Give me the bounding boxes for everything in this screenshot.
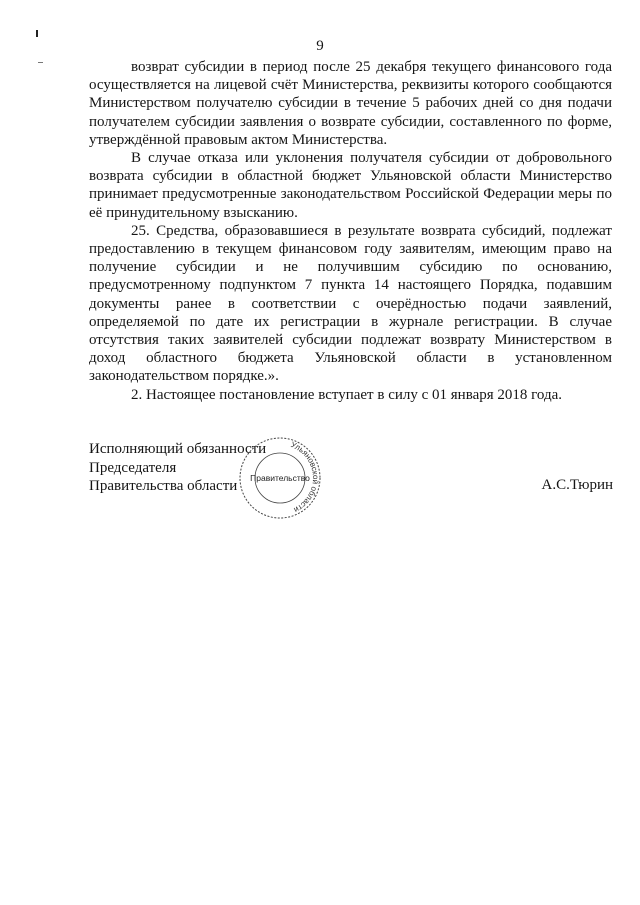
official-stamp	[238, 436, 322, 520]
page-number: 9	[316, 38, 324, 54]
paragraph: 2. Настоящее постановление вступает в силу с 01 января 2018 года.	[131, 386, 563, 403]
stamp-ring-text: Ульяновской области	[289, 440, 321, 515]
signature-title-line: Правительства области	[89, 478, 238, 494]
signatory-name: А.С.Тюрин	[541, 477, 613, 493]
signature-title-line: Председателя	[89, 459, 177, 476]
margin-mark	[36, 30, 38, 37]
stamp-center-text: Правительство	[250, 473, 310, 483]
paragraph: возврат субсидии в период после 25 декабря текущего финансового года осуществляется на лицевой счёт Министерства, реквизиты которого сообщаются Министерством получателю субсидии в течение 5 рабочих дней со дня подачи получателем субсидии заявления о возврате субсидии, составленного по форме, утверждённой правовым актом Министерства.	[89, 59, 612, 148]
margin-mark	[38, 62, 43, 63]
paragraph: В случае отказа или уклонения получателя субсидии от добровольного возврата субсидии в областной бюджет Ульяновской области Министерство принимает предусмотренные законодательством Российской Федерации меры по её принудительному взысканию.	[89, 150, 612, 221]
paragraph: 25. Средства, образовавшиеся в результате возврата субсидий, подлежат предоставлению в текущем финансовом году заявителям, имеющим право на получение субсидии и не получившим субсидию по основанию, предусмотренному подпунктом 7 пункта 14 настоящего Порядка, подавшим документы ранее в соответствии с очерёдностью подачи заявлений, определяемой по дате их регистрации в журнале регистрации. В случае отсутствия таких заявителей субсидии подлежат возврату Министерством в доход областного бюджета Ульяновской области в установленном законодательством порядке.».	[89, 222, 612, 385]
body-text	[89, 58, 612, 404]
signature-title-line: Исполняющий обязанности	[89, 441, 267, 457]
